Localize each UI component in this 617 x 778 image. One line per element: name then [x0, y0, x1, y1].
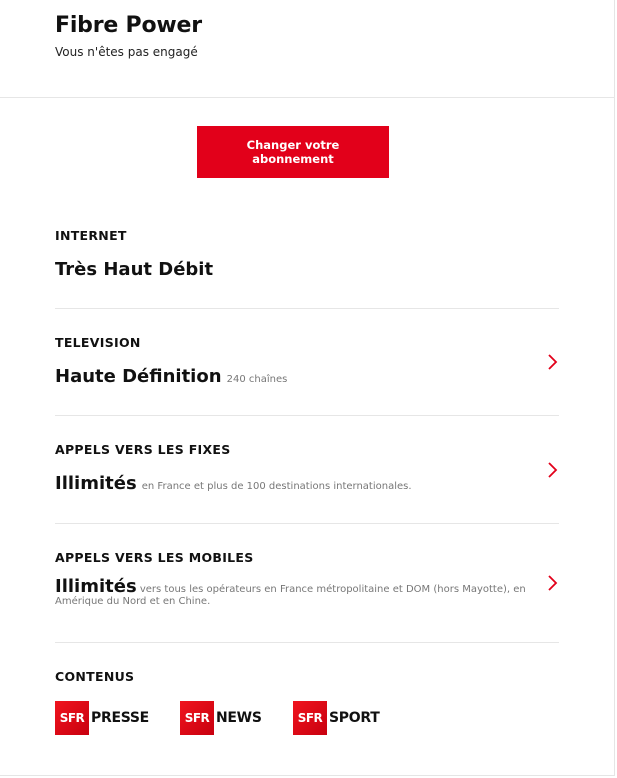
section-calls-landline[interactable]: [55, 442, 559, 502]
sfr-badge: SFR: [180, 701, 214, 735]
section-value: Haute Définition: [55, 366, 222, 387]
section-value: Très Haut Débit: [55, 259, 214, 280]
chevron-right-icon[interactable]: [546, 574, 558, 592]
section-calls-mobile[interactable]: [55, 550, 559, 630]
section-detail: en France et plus de 100 destinations internationales.: [141, 481, 412, 492]
content-name: SPORT: [329, 710, 380, 726]
section-value: Illimités: [55, 473, 137, 494]
section-value-line: [55, 576, 545, 608]
divider: [55, 308, 559, 309]
sfr-badge: SFR: [293, 701, 327, 735]
content-name: PRESSE: [91, 710, 149, 726]
change-subscription-button[interactable]: Changer votre abonnement: [197, 126, 389, 178]
section-label: TELEVISION: [55, 335, 141, 350]
sfr-sport-logo[interactable]: [293, 701, 379, 735]
section-detail: vers tous les opérateurs en France métropolitaine et DOM (hors Mayotte), en Amérique du Nord et en Chine.: [55, 584, 526, 607]
chevron-right-icon[interactable]: [546, 353, 558, 371]
sfr-news-logo[interactable]: [180, 701, 262, 735]
divider: [55, 642, 559, 643]
plan-header: [0, 0, 615, 98]
section-value-line: [55, 366, 287, 387]
divider: [55, 523, 559, 524]
section-contents: [55, 669, 559, 689]
section-internet: [55, 228, 559, 288]
section-label: APPELS VERS LES MOBILES: [55, 550, 254, 565]
section-value: Illimités: [55, 576, 137, 597]
plan-title: Fibre Power: [55, 13, 202, 38]
chevron-right-icon[interactable]: [546, 461, 558, 479]
section-label: INTERNET: [55, 228, 127, 243]
divider: [55, 415, 559, 416]
section-value-line: [55, 473, 412, 494]
section-label: CONTENUS: [55, 669, 135, 684]
section-detail: 240 chaînes: [226, 374, 288, 385]
content-name: NEWS: [216, 710, 262, 726]
sfr-presse-logo[interactable]: [55, 701, 149, 735]
section-label: APPELS VERS LES FIXES: [55, 442, 231, 457]
sfr-badge: SFR: [55, 701, 89, 735]
engagement-status: Vous n'êtes pas engagé: [55, 45, 198, 59]
section-television[interactable]: [55, 335, 559, 395]
section-value-line: [55, 259, 213, 280]
